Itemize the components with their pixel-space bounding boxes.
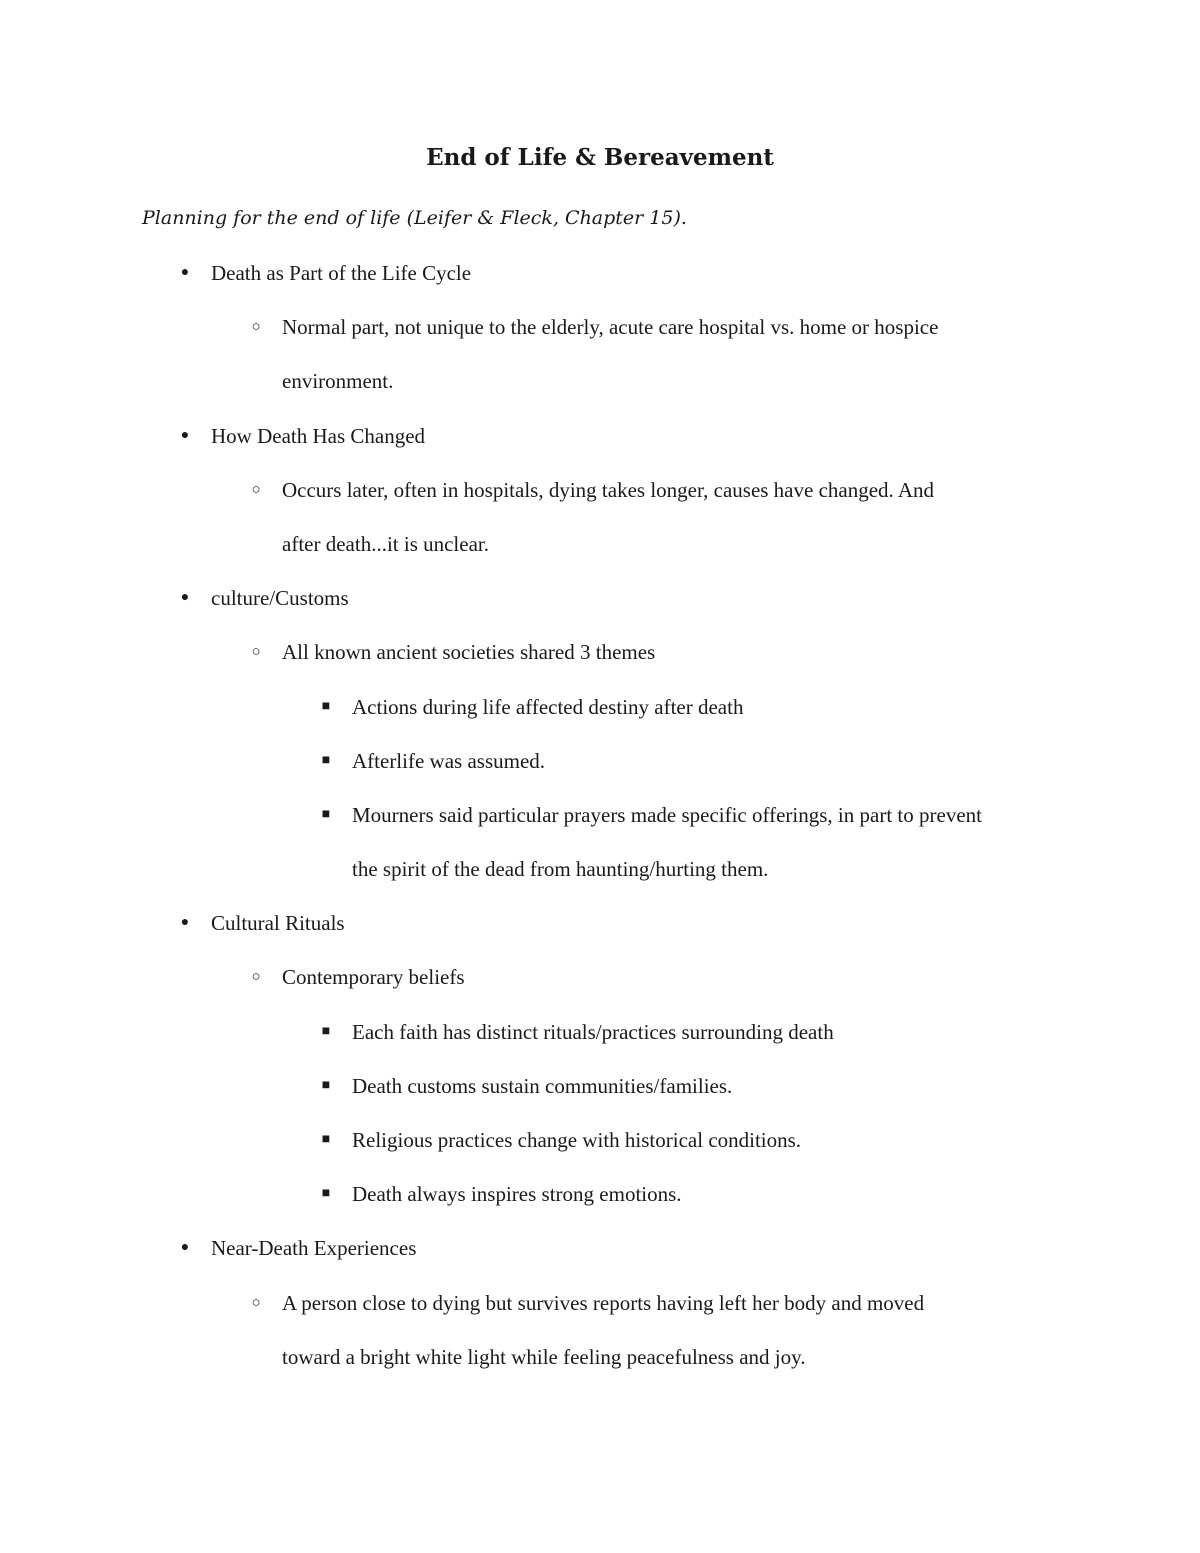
- list-item-l2: [0, 473, 1200, 527]
- list-item-text: toward a bright white light while feeling peacefulness and joy.: [282, 1344, 806, 1369]
- list-item-l1: [0, 1231, 1200, 1285]
- list-item-text: culture/Customs: [211, 586, 349, 611]
- list-item-continuation: [0, 1340, 1200, 1394]
- square-bullet-icon: ■: [321, 1023, 331, 1039]
- square-bullet-icon: ■: [321, 1186, 331, 1202]
- list-item-continuation: [0, 852, 1200, 906]
- document-subtitle: Planning for the end of life (Leifer & Fleck, Chapter 15).: [142, 207, 687, 229]
- list-item-text: All known ancient societies shared 3 themes: [282, 640, 656, 665]
- filled-circle-bullet-icon: ●: [180, 1240, 190, 1256]
- list-item-text: the spirit of the dead from haunting/hurting them.: [352, 857, 769, 882]
- filled-circle-bullet-icon: ●: [180, 265, 190, 280]
- list-item-l3: [0, 690, 1200, 744]
- outline-list: [0, 256, 1200, 1394]
- list-item-text: Religious practices change with historical conditions.: [352, 1128, 802, 1152]
- list-item-l3: [0, 1015, 1200, 1069]
- list-item-text: Contemporary beliefs: [282, 965, 465, 990]
- list-item-l1: [0, 256, 1200, 310]
- list-item-l2: [0, 1286, 1200, 1340]
- hollow-circle-bullet-icon: ○: [251, 969, 261, 986]
- list-item-l1: [0, 581, 1200, 635]
- list-item-l2: [0, 310, 1200, 364]
- list-item-text: How Death Has Changed: [211, 423, 426, 448]
- list-item-l3: [0, 1123, 1200, 1177]
- square-bullet-icon: ■: [321, 752, 331, 768]
- list-item-text: Each faith has distinct rituals/practices surrounding death: [352, 1019, 834, 1044]
- list-item-l2: [0, 960, 1200, 1014]
- list-item-l3: [0, 744, 1200, 798]
- hollow-circle-bullet-icon: ○: [251, 644, 261, 661]
- list-item-text: Afterlife was assumed.: [352, 748, 546, 773]
- list-item-text: Occurs later, often in hospitals, dying takes longer, causes have changed. And: [282, 477, 935, 502]
- list-item-text: Near-Death Experiences: [211, 1236, 417, 1261]
- list-item-text: after death...it is unclear.: [282, 531, 489, 556]
- document-title: End of Life & Bereavement: [426, 144, 774, 171]
- list-item-text: Mourners said particular prayers made specific offerings, in part to prevent: [352, 802, 982, 827]
- list-item-text: Normal part, not unique to the elderly, acute care hospital vs. home or hospice: [282, 315, 939, 340]
- list-item-l1: [0, 419, 1200, 473]
- list-item-continuation: [0, 527, 1200, 581]
- square-bullet-icon: ■: [321, 806, 331, 822]
- filled-circle-bullet-icon: ●: [180, 427, 190, 443]
- hollow-circle-bullet-icon: ○: [251, 319, 261, 336]
- list-item-text: Death always inspires strong emotions.: [352, 1182, 682, 1207]
- list-item-continuation: [0, 364, 1200, 418]
- hollow-circle-bullet-icon: ○: [251, 1294, 261, 1311]
- list-item-l3: [0, 798, 1200, 852]
- square-bullet-icon: ■: [321, 1132, 331, 1147]
- list-item-text: A person close to dying but survives reports having left her body and moved: [282, 1290, 925, 1315]
- list-item-text: environment.: [282, 369, 394, 394]
- filled-circle-bullet-icon: ●: [180, 915, 190, 931]
- list-item-l3: [0, 1177, 1200, 1231]
- list-item-l3: [0, 1069, 1200, 1123]
- filled-circle-bullet-icon: ●: [180, 590, 190, 606]
- list-item-l2: [0, 635, 1200, 689]
- square-bullet-icon: ■: [321, 698, 331, 714]
- list-item-text: Cultural Rituals: [211, 911, 345, 936]
- list-item-text: Actions during life affected destiny after death: [352, 694, 744, 719]
- list-item-text: Death as Part of the Life Cycle: [211, 261, 472, 285]
- list-item-l1: [0, 906, 1200, 960]
- hollow-circle-bullet-icon: ○: [251, 481, 261, 498]
- list-item-text: Death customs sustain communities/families.: [352, 1073, 733, 1098]
- square-bullet-icon: ■: [321, 1077, 331, 1093]
